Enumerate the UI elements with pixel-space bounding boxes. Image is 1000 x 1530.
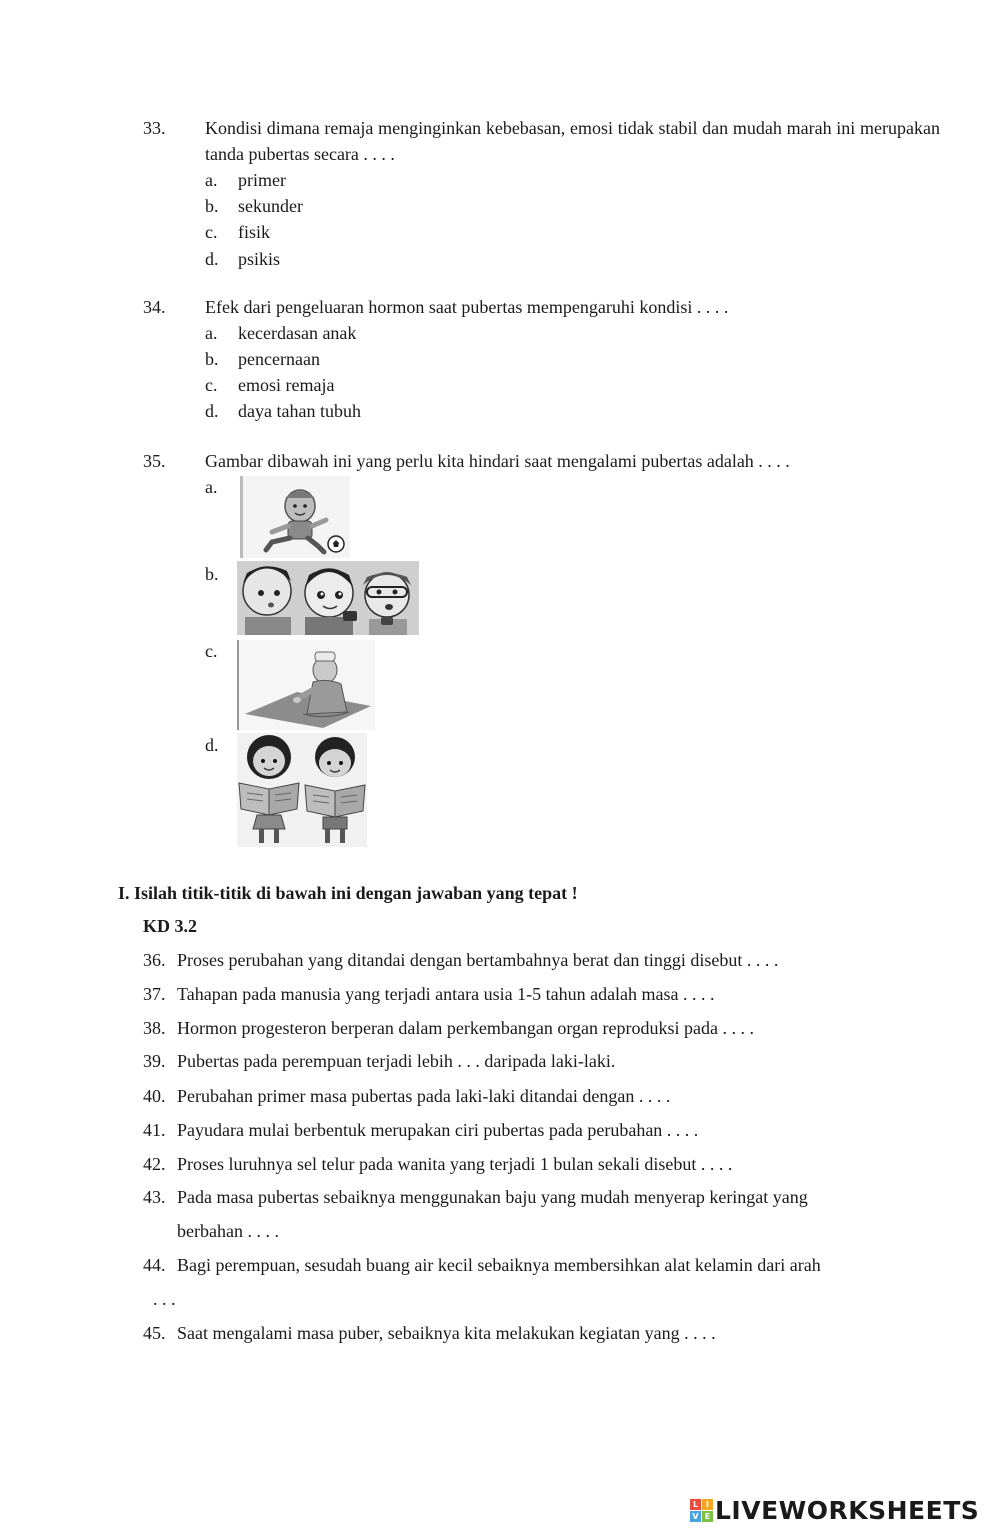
children-reading-image[interactable] xyxy=(237,733,367,847)
question-text: Gambar dibawah ini yang perlu kita hindari saat mengalami pubertas adalah . . . . xyxy=(205,451,790,471)
option-letter: b. xyxy=(205,349,219,369)
item-text: Hormon progesteron berperan dalam perkembangan organ reproduksi pada . . . . xyxy=(177,1018,754,1038)
logo-block: E xyxy=(702,1511,713,1522)
boy-playing-football-image[interactable] xyxy=(240,476,350,558)
option-text[interactable]: psikis xyxy=(238,249,281,269)
option-text[interactable]: emosi remaja xyxy=(238,375,335,395)
option-letter: d. xyxy=(205,735,219,755)
item-text: Saat mengalami masa puber, sebaiknya kita melakukan kegiatan yang . . . . xyxy=(177,1323,716,1343)
option-text[interactable]: daya tahan tubuh xyxy=(238,401,361,421)
question-text: Kondisi dimana remaja menginginkan kebebasan, emosi tidak stabil dan mudah marah ini merupakan tanda pubertas secara . . . . xyxy=(205,118,940,164)
item-number: 36. xyxy=(143,950,166,970)
option-letter: c. xyxy=(205,375,218,395)
item-text: Proses perubahan yang ditandai dengan bertambahnya berat dan tinggi disebut . . . . xyxy=(177,950,779,970)
option-text[interactable]: primer xyxy=(238,170,286,190)
item-text: Bagi perempuan, sesudah buang air kecil sebaiknya membersihkan alat kelamin dari arah xyxy=(177,1255,821,1275)
item-number: 42. xyxy=(143,1154,166,1174)
boy-praying-image[interactable] xyxy=(237,640,375,730)
children-playing-phones-image[interactable] xyxy=(237,561,419,635)
question-text: Efek dari pengeluaran hormon saat pubertas mempengaruhi kondisi . . . . xyxy=(205,297,729,317)
item-number: 41. xyxy=(143,1120,166,1140)
item-number: 45. xyxy=(143,1323,166,1343)
logo-text: LIVEWORKSHEETS xyxy=(715,1495,980,1525)
item-number: 38. xyxy=(143,1018,166,1038)
section-title: I. Isilah titik-titik di bawah ini dengan jawaban yang tepat ! xyxy=(118,883,578,903)
question-number: 34. xyxy=(143,297,166,317)
option-letter: a. xyxy=(205,323,218,343)
option-text[interactable]: pencernaan xyxy=(238,349,320,369)
option-letter: a. xyxy=(205,477,218,497)
logo-block: L xyxy=(690,1499,701,1510)
logo-blocks-icon xyxy=(690,1499,713,1522)
logo-block: V xyxy=(690,1511,701,1522)
item-number: 39. xyxy=(143,1051,166,1071)
item-text-continued: . . . xyxy=(153,1289,176,1309)
item-text: Pada masa pubertas sebaiknya menggunakan baju yang mudah menyerap keringat yang xyxy=(177,1187,808,1207)
question-number: 33. xyxy=(143,118,166,138)
option-text[interactable]: fisik xyxy=(238,222,271,242)
item-text: Perubahan primer masa pubertas pada laki-laki ditandai dengan . . . . xyxy=(177,1086,671,1106)
item-text: Pubertas pada perempuan terjadi lebih . . . daripada laki-laki. xyxy=(177,1051,616,1071)
option-letter: c. xyxy=(205,641,218,661)
item-text: Proses luruhnya sel telur pada wanita yang terjadi 1 bulan sekali disebut . . . . xyxy=(177,1154,733,1174)
option-text[interactable]: kecerdasan anak xyxy=(238,323,357,343)
item-number: 37. xyxy=(143,984,166,1004)
kd-label: KD 3.2 xyxy=(143,916,197,936)
option-letter: a. xyxy=(205,170,218,190)
option-letter: b. xyxy=(205,564,219,584)
option-letter: d. xyxy=(205,249,219,269)
option-text[interactable]: sekunder xyxy=(238,196,303,216)
option-letter: d. xyxy=(205,401,219,421)
liveworksheets-logo[interactable] xyxy=(690,1492,979,1528)
option-letter: c. xyxy=(205,222,218,242)
logo-block: I xyxy=(702,1499,713,1510)
option-letter: b. xyxy=(205,196,219,216)
question-number: 35. xyxy=(143,451,166,471)
item-number: 43. xyxy=(143,1187,166,1207)
item-number: 44. xyxy=(143,1255,166,1275)
item-number: 40. xyxy=(143,1086,166,1106)
item-text: Payudara mulai berbentuk merupakan ciri pubertas pada perubahan . . . . xyxy=(177,1120,699,1140)
item-text-continued: berbahan . . . . xyxy=(177,1221,279,1241)
item-text: Tahapan pada manusia yang terjadi antara usia 1-5 tahun adalah masa . . . . xyxy=(177,984,715,1004)
